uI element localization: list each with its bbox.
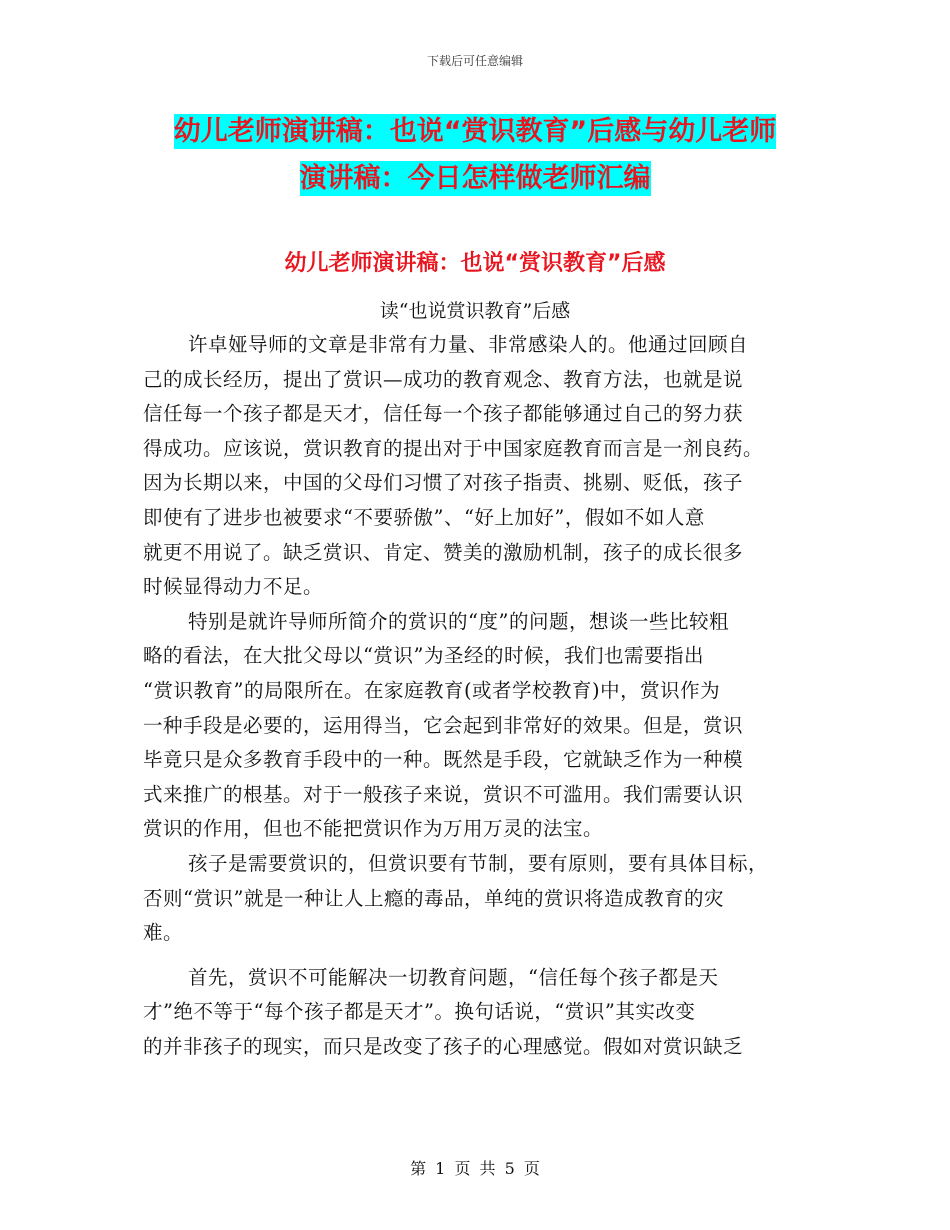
paragraph-line: 否则“赏识”就是一种让人上瘾的毒品，单纯的赏识将造成教育的灾 [143, 886, 724, 910]
paragraph-line: 时候显得动力不足。 [143, 575, 324, 599]
article-heading: 读“也说赏识教育”后感 [379, 300, 571, 322]
header-note: 下载后可任意编辑 [426, 54, 523, 68]
document-title [120, 108, 830, 202]
paragraph-4 [143, 961, 808, 1065]
page-footer: 第 1 页 共 5 页 [410, 1159, 540, 1178]
paragraph-line: 许卓娅导师的文章是非常有力量、非常感染人的。他通过回顾自 [188, 333, 749, 356]
paragraph-line: 就更不用说了。缺乏赏识、肯定、赞美的激励机制，孩子的成长很多 [143, 540, 744, 564]
paragraph-line: 孩子是需要赏识的，但赏识要有节制，要有原则，要有具体目标， [188, 851, 769, 875]
paragraph-line: 己的成长经历，提出了赏识—成功的教育观念、教育方法，也就是说 [143, 367, 744, 391]
paragraph-line: 毕竟只是众多教育手段中的一种。既然是手段，它就缺乏作为一种模 [143, 748, 744, 772]
paragraph-3 [143, 847, 808, 951]
paragraph-line: 式来推广的根基。对于一般孩子来说，赏识不可滥用。我们需要认识 [143, 782, 744, 806]
paragraph-line: 信任每一个孩子都是天才，信任每一个孩子都能够通过自己的努力获 [143, 402, 744, 426]
title-line-1-text: 幼儿老师演讲稿：也说“赏识教育”后感与幼儿老师 [173, 116, 777, 147]
paragraph-line: 首先，赏识不可能解决一切教育问题，“信任每个孩子都是天 [188, 965, 719, 989]
paragraph-line: 赏识的作用，但也不能把赏识作为万用万灵的法宝。 [143, 817, 604, 841]
paragraph-line: 特别是就许导师所简介的赏识的“度”的问题，想谈一些比较粗 [188, 609, 729, 633]
title-line-2-text: 演讲稿：今日怎样做老师汇编 [299, 163, 651, 194]
paragraph-line: 因为长期以来，中国的父母们习惯了对孩子指责、挑剔、贬低，孩子 [143, 471, 744, 495]
paragraph-line: 才”绝不等于“每个孩子都是天才”。换句话说，“赏识”其实改变 [143, 1000, 696, 1024]
section-title: 幼儿老师演讲稿：也说“赏识教育”后感 [284, 251, 666, 276]
paragraph-line: 得成功。应该说，赏识教育的提出对于中国家庭教育而言是一剂良药。 [143, 436, 764, 460]
document-title-line-1 [120, 108, 830, 155]
paragraph-line: “赏识教育”的局限所在。在家庭教育(或者学校教育)中，赏识作为 [143, 678, 721, 702]
paragraph-line: 难。 [143, 921, 184, 945]
paragraph-line: 即使有了进步也被要求“不要骄傲”、“好上加好”，假如不如人意 [143, 505, 705, 529]
paragraph-line: 一种手段是必要的，运用得当，它会起到非常好的效果。但是，赏识 [143, 713, 744, 737]
paragraph-1 [143, 328, 808, 605]
paragraph-2 [143, 605, 808, 847]
paragraph-line: 的并非孩子的现实，而只是改变了孩子的心理感觉。假如对赏识缺乏 [143, 1034, 744, 1058]
document-title-line-2 [120, 155, 830, 202]
paragraph-line: 略的看法，在大批父母以“赏识”为圣经的时候，我们也需要指出 [143, 644, 704, 668]
article-body [143, 328, 808, 1064]
paragraph-gap [143, 951, 808, 961]
